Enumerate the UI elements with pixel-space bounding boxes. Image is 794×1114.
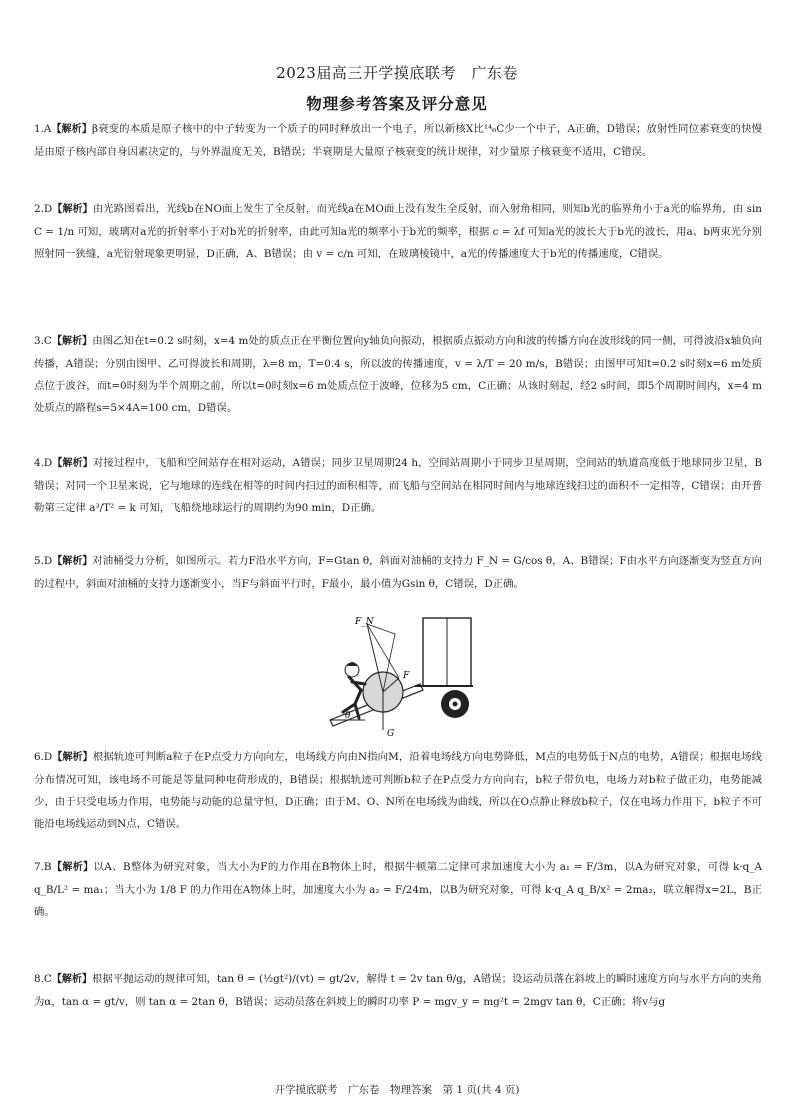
triangle-side-a — [367, 624, 399, 678]
answer-number: 4.D — [34, 457, 53, 469]
answer-text: 对油桶受力分析，如图所示。若力F沿水平方向，F=Gtan θ，斜面对油桶的支持力 F_N = G/cos θ，A、B错误；F由水平方向逐渐变为竖直方向的过程中，斜面对油桶的支持力逐渐变小，当F与斜面平行时，F最小，最小值为Gsin θ，C错误，D正确。 — [34, 555, 762, 590]
answer-item-6 — [34, 746, 762, 835]
analysis-tag: 【解析】 — [52, 458, 93, 469]
answer-item-1 — [34, 118, 762, 163]
answer-item-5 — [34, 550, 762, 595]
answer-number: 8.C — [34, 973, 52, 985]
answer-number: 1.A — [34, 123, 52, 135]
answer-text: 由光路图看出，光线b在NO面上发生了全反射，而光线a在MO面上没有发生全反射，而入射角相同，则知b光的临界角小于a光的临界角，由 sin C = 1/n 可知，玻璃对a光的折射率小于对b光的折射率，由此可知a光的频率小于b光的频率，根据 c = λf 可知a光的波长大于b光的波长，用a、b两束光分别照射同一狭缝，a光衍射现象更明显，D正确，A、B错误；由 v = c/n 可知，在玻璃棱镜中，a光的传播速度大于b光的传播速度，C错误。 — [34, 203, 762, 260]
analysis-tag: 【解析】 — [52, 204, 93, 215]
label-fn: F_N — [355, 617, 374, 627]
analysis-tag: 【解析】 — [51, 862, 94, 873]
answer-number: 5.D — [34, 555, 53, 567]
analysis-tag: 【解析】 — [51, 974, 93, 985]
analysis-tag: 【解析】 — [51, 124, 92, 135]
force-diagram — [325, 612, 475, 738]
analysis-tag: 【解析】 — [52, 752, 93, 763]
answer-text: 根据轨迹可判断a粒子在P点受力方向向左，电场线方向由N指向M，沿着电场线方向电势降低，M点的电势低于N点的电势，A错误；根据电场线分布情况可知，该电场不可能是等量同种电荷形成的，B错误；根据轨迹可判断b粒子在P点受力方向向右，b粒子带负电，电场力对b粒子做正功，电势能减少，由于只受电场力作用，电势能与动能的总量守恒，D正确；由于M、O、N所在电场线为曲线，所以在O点静止释放b粒子，仅在电场力作用下，b粒子不可能沿电场线运动到N点，C错误。 — [34, 751, 763, 830]
truck-wheel-axle — [453, 702, 458, 707]
page-footer: 开学摸底联考 广东卷 物理答案 第 1 页(共 4 页) — [274, 1084, 520, 1096]
answer-item-3 — [34, 330, 762, 419]
label-g: G — [387, 729, 395, 738]
answer-number: 3.C — [34, 335, 52, 347]
page-title: 2023届高三开学摸底联考 广东卷 — [276, 64, 518, 82]
answer-text: 对接过程中，飞船和空间站存在相对运动，A错误；同步卫星周期24 h，空间站周期小于同步卫星周期，空间站的轨道高度低于地球同步卫星，B错误；对同一个卫星来说，它与地球的连线在相等的时间内扫过的面积相等，而飞船与空间站在相同时间内与地球连线扫过的面积不一定相等，C错误；由开普勒第三定律 a³/T² = k 可知，飞船绕地球运行的周期约为90 min，D正确。 — [34, 457, 762, 514]
page-subtitle: 物理参考答案及评分意见 — [306, 94, 488, 113]
label-f: F — [403, 671, 410, 681]
answer-item-7 — [34, 856, 762, 923]
answer-number: 7.B — [34, 861, 52, 873]
answer-number: 2.D — [34, 203, 53, 215]
answer-text: 根据平抛运动的规律可知，tan θ = (½gt²)/(vt) = gt/2v，解得 t = 2v tan θ/g，A错误；设运动员落在斜坡上的瞬时速度方向与水平方向的夹角为α，tan α = gt/v，则 tan α = 2tan θ，B错误；运动员落在斜坡上的瞬时功率 P = mgv_y = mg²t = 2mgv tan θ，C正确；将v与g — [34, 973, 762, 1008]
answer-item-8 — [34, 968, 762, 1013]
analysis-tag: 【解析】 — [52, 556, 93, 567]
answer-text: β衰变的本质是原子核中的中子转变为一个质子的同时释放出一个电子，所以新核X比¹⁴₆C少一个中子，A正确，D错误；放射性同位素衰变的快慢是由原子核内部自身因素决定的，与外界温度无关，B错误；半衰期是大量原子核衰变的统计规律，对少量原子核衰变不适用，C错误。 — [34, 123, 762, 158]
answer-item-2 — [34, 198, 762, 265]
label-theta: θ — [345, 711, 351, 721]
answer-item-4 — [34, 452, 762, 519]
answer-text: 以A、B整体为研究对象，当大小为F的力作用在B物体上时，根据牛顿第二定律可求加速度大小为 a₁ = F/3m，以A为研究对象，可得 k·q_A q_B/L² = ma₁；当大小为 1/8 F 的力作用在A物体上时，加速度大小为 a₂ = F/24m，以B为研究对象，可得 k·q_A q_B/x² = 2ma₂，联立解得x=2L，B正确。 — [34, 861, 763, 918]
analysis-tag: 【解析】 — [51, 336, 93, 347]
answer-number: 6.D — [34, 751, 53, 763]
answer-text: 由图乙知在t=0.2 s时刻，x=4 m处的质点正在平衡位置向y轴负向振动，根据质点振动方向和波的传播方向在波形线的同一侧，可得波沿x轴负向传播，A错误；分别由图甲、乙可得波长和周期，λ=8 m，T=0.4 s，所以波的传播速度，v = λ/T = 20 m/s，B错误；由图甲可知t=0.2 s时刻x=6 m处质点位于波谷，而t=0时刻为半个周期之前，所以t=0时刻x=6 m处质点位于波峰，位移为5 cm，C正确；从该时刻起，经2 s时间，即5个周期时间内，x=4 m处质点的路程s=5×4A=100 cm，D错误。 — [34, 335, 763, 414]
